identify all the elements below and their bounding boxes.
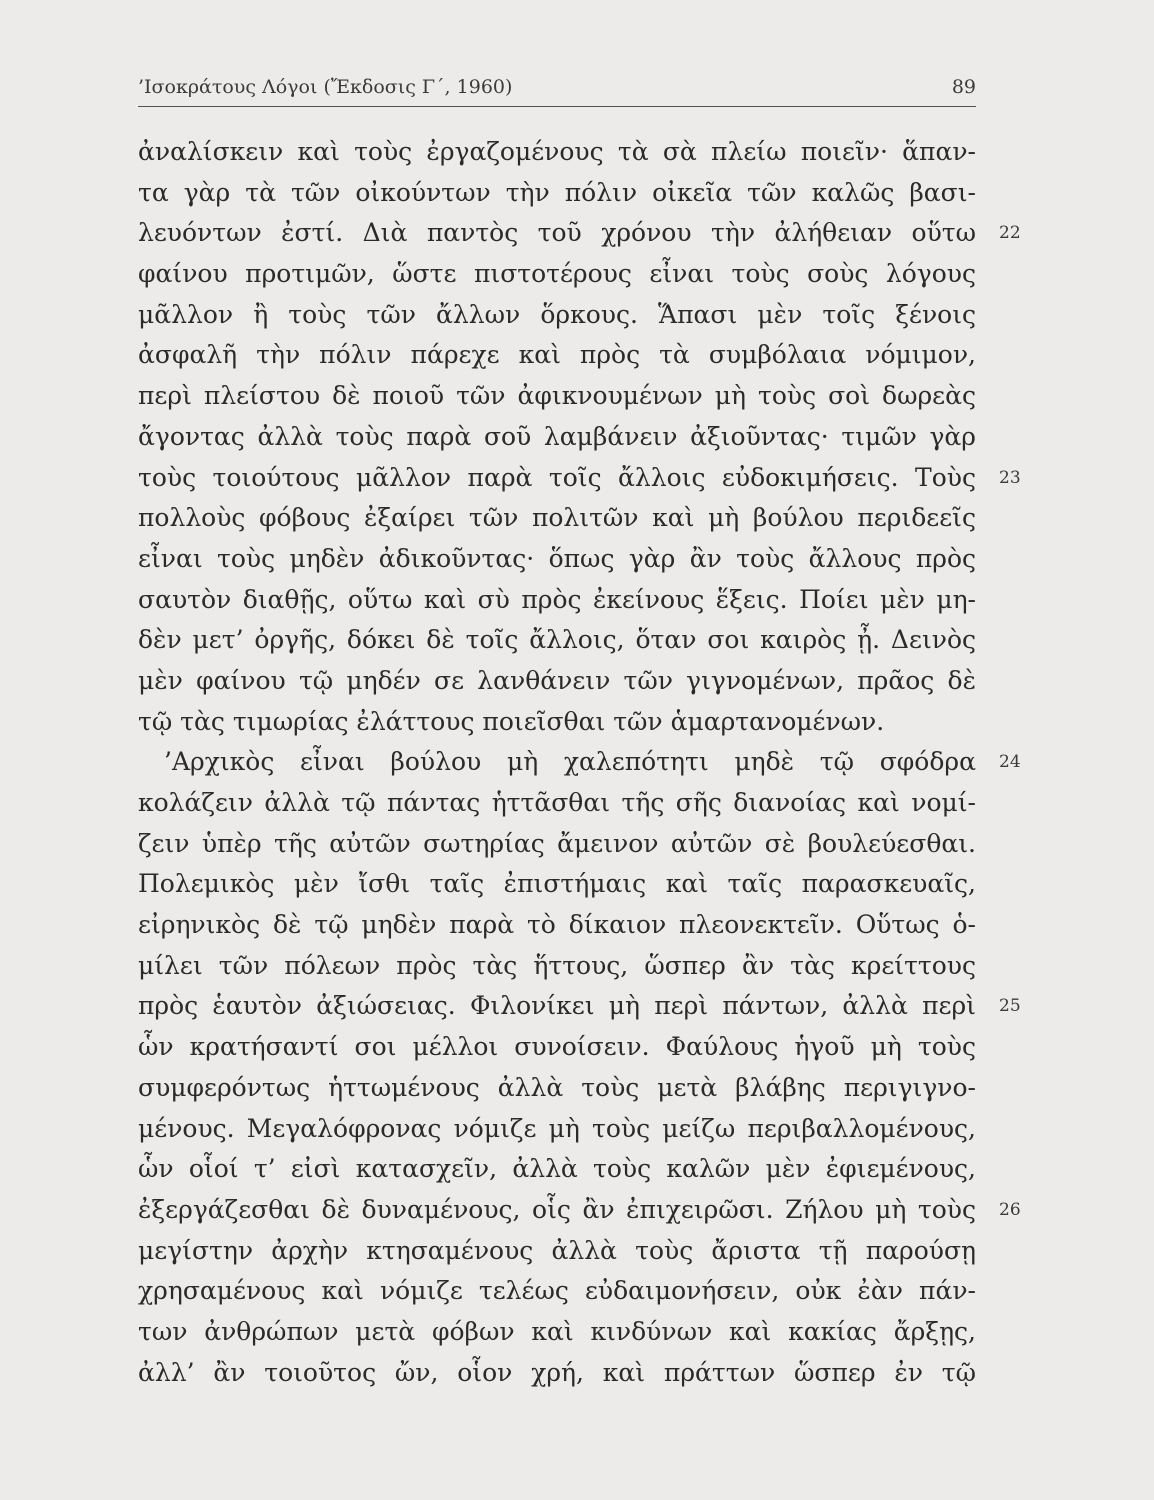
text-line [138,254,988,295]
text-line [138,335,988,376]
line-text: εἰρηνικὸς δὲ τῷ μηδὲν παρὰ τὸ δίκαιον πλεονεκτεῖν. Οὕτως ὁ- [138,910,976,940]
section-number: 23 [999,467,1021,488]
page-number: 89 [951,76,976,98]
text-line [138,1231,988,1272]
text-line [138,661,988,702]
text-line [138,1109,988,1150]
line-text: ἀλλ’ ἂν τοιοῦτος ὤν, οἷον χρή, καὶ πράττων ὥσπερ ἐν τῷ [138,1357,976,1387]
section-number: 25 [999,996,1021,1017]
section-number: 26 [999,1199,1021,1220]
text-line [138,173,988,214]
text-line [138,824,988,865]
text-line [138,376,988,417]
line-text: μὲν φαίνου τῷ μηδέν σε λανθάνειν τῶν γιγνομένων, πρᾶος δὲ [138,665,976,695]
line-text: ἀναλίσκειν καὶ τοὺς ἐργαζομένους τὰ σὰ πλείω ποιεῖν· ἅπαν- [138,137,976,166]
section-number: 22 [999,223,1021,244]
text-line [138,783,988,824]
text-line [138,620,988,661]
text-line [138,1353,988,1394]
line-text: μᾶλλον ἢ τοὺς τῶν ἄλλων ὅρκους. Ἅπασι μὲν τοῖς ξένοις [138,299,976,329]
text-line [138,864,988,905]
text-line [138,539,988,580]
line-text: των ἀνθρώπων μετὰ φόβων καὶ κινδύνων καὶ κακίας ἄρξῃς, [138,1316,976,1346]
running-header [138,76,976,106]
line-text: πολλοὺς φόβους ἐξαίρει τῶν πολιτῶν καὶ μὴ βούλου περιδεεῖς [138,503,976,533]
line-text: πρὸς ἑαυτὸν ἀξιώσειας. Φιλονίκει μὴ περὶ πάντων, ἀλλὰ περὶ [138,991,976,1021]
text-line [138,742,1021,783]
text-line [138,702,988,743]
line-text: μίλει τῶν πόλεων πρὸς τὰς ἥττους, ὥσπερ ἂν τὰς κρείττους [138,950,976,980]
text-line [138,986,1021,1027]
text-line [138,946,988,987]
line-text: ’Αρχικὸς εἶναι βούλου μὴ χαλεπότητι μηδὲ τῷ σφόδρα [164,747,976,777]
line-text: μένους. Μεγαλόφρονας νόμιζε μὴ τοὺς μείζω περιβαλλομένους, [138,1113,976,1143]
line-text: λευόντων ἐστί. Διὰ παντὸς τοῦ χρόνου τὴν ἀλήθειαν οὕτω [138,218,976,248]
text-line [138,580,988,621]
text-line [138,132,988,173]
text-line [138,295,988,336]
line-text: ὧν οἷοί τ’ εἰσὶ κατασχεῖν, ἀλλὰ τοὺς καλῶν μὲν ἐφιεμένους, [138,1154,976,1184]
text-line [138,1027,988,1068]
header-rule [138,106,976,107]
text-line [138,905,988,946]
line-text: τῷ τὰς τιμωρίας ἐλάττους ποιεῖσθαι τῶν ἁμαρτανομένων. [138,706,885,736]
line-text: φαίνου προτιμῶν, ὥστε πιστοτέρους εἶναι τοὺς σοὺς λόγους [138,259,976,289]
section-number: 24 [999,752,1021,773]
line-text: ἄγοντας ἀλλὰ τοὺς παρὰ σοῦ λαμβάνειν ἀξιοῦντας· τιμῶν γὰρ [138,421,976,451]
running-title: ’Ισοκράτους Λόγοι (Ἔκδοσις Γ΄, 1960) [138,76,513,98]
line-text: κολάζειν ἀλλὰ τῷ πάντας ἡττᾶσθαι τῆς σῆς διανοίας καὶ νομί- [138,788,976,817]
text-line [138,458,1021,499]
line-text: ἀσφαλῆ τὴν πόλιν πάρεχε καὶ πρὸς τὰ συμβόλαια νόμιμον, [138,340,976,370]
line-text: συμφερόντως ἡττωμένους ἀλλὰ τοὺς μετὰ βλάβης περιγιγνο- [138,1072,976,1102]
text-line [138,1190,1021,1231]
text-line [138,1312,988,1353]
line-text: ἐξεργάζεσθαι δὲ δυναμένους, οἷς ἂν ἐπιχειρῶσι. Ζήλου μὴ τοὺς [138,1194,976,1224]
line-text: Πολεμικὸς μὲν ἴσθι ταῖς ἐπιστήμαις καὶ ταῖς παρασκευαῖς, [138,869,976,899]
line-text: σαυτὸν διαθῇς, οὕτω καὶ σὺ πρὸς ἐκείνους ἕξεις. Ποίει μὲν μη- [138,584,976,614]
greek-text-body [138,132,1021,1393]
line-text: μεγίστην ἀρχὴν κτησαμένους ἀλλὰ τοὺς ἄριστα τῇ παρούσῃ [138,1235,976,1265]
text-line [138,213,1021,254]
line-text: χρησαμένους καὶ νόμιζε τελέως εὐδαιμονήσειν, οὐκ ἐὰν πάν- [138,1276,976,1306]
line-text: περὶ πλείστου δὲ ποιοῦ τῶν ἀφικνουμένων μὴ τοὺς σοὶ δωρεὰς [138,381,976,411]
line-text: τα γὰρ τὰ τῶν οἰκούντων τὴν πόλιν οἰκεῖα τῶν καλῶς βασι- [138,177,976,207]
line-text: εἶναι τοὺς μηδὲν ἀδικοῦντας· ὅπως γὰρ ἂν τοὺς ἄλλους πρὸς [138,543,976,573]
line-text: δὲν μετ’ ὀργῆς, δόκει δὲ τοῖς ἄλλοις, ὅταν σοι καιρὸς ᾖ. Δεινὸς [138,625,976,655]
line-text: ὧν κρατήσαντί σοι μέλλοι συνοίσειν. Φαύλους ἡγοῦ μὴ τοὺς [138,1032,976,1062]
text-line [138,498,988,539]
line-text: τοὺς τοιούτους μᾶλλον παρὰ τοῖς ἄλλοις εὐδοκιμήσεις. Τοὺς [138,462,976,492]
text-line [138,417,988,458]
text-line [138,1271,988,1312]
line-text: ζειν ὑπὲρ τῆς αὐτῶν σωτηρίας ἄμεινον αὐτῶν σὲ βουλεύεσθαι. [138,828,976,858]
text-line [138,1149,988,1190]
text-line [138,1068,988,1109]
